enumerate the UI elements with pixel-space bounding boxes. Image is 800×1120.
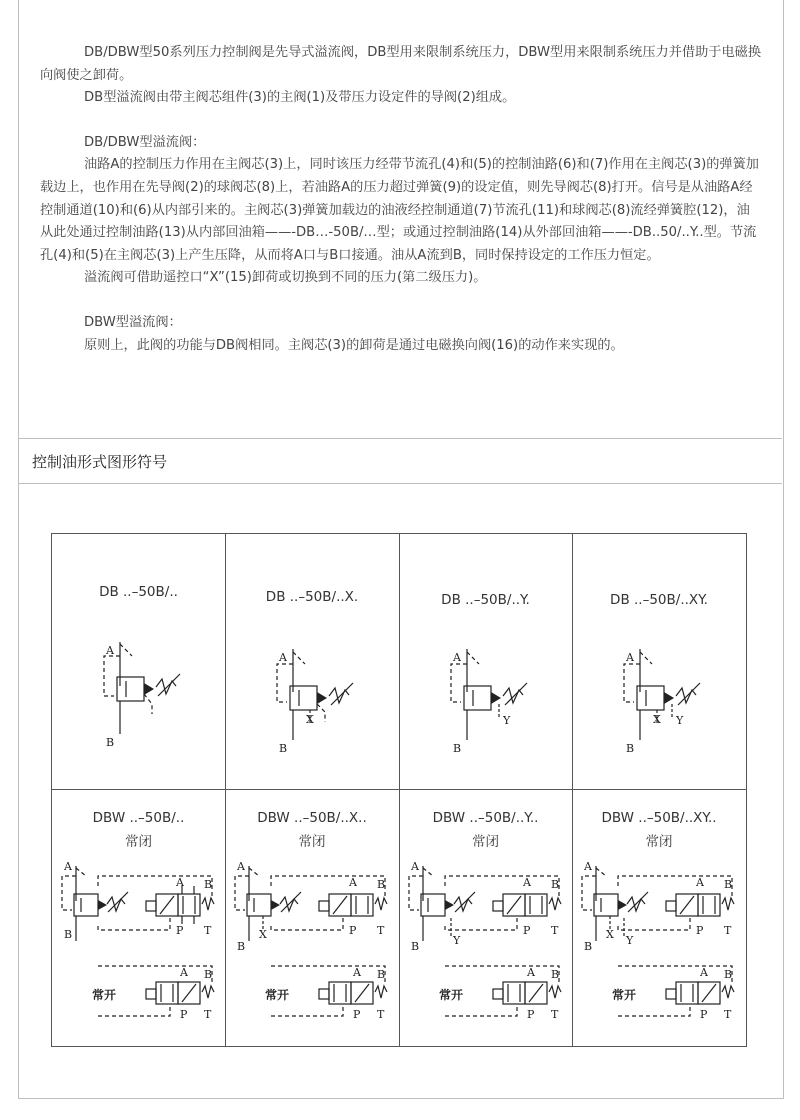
normally-closed-label: 常闭: [472, 834, 499, 850]
symbol-cell-db: [52, 534, 225, 789]
port-label: B: [724, 968, 733, 981]
port-label: Y: [676, 714, 684, 727]
port-label: P: [176, 924, 184, 937]
dbw-x-solenoid-relief-valve-symbol: [225, 846, 399, 1046]
symbol-cell-dbw: [52, 790, 225, 1046]
port-label: B: [453, 742, 462, 755]
symbol-cell-dbw-y: [399, 790, 572, 1046]
port-label: P: [527, 1008, 535, 1021]
port-label: A: [176, 876, 184, 889]
port-label: B: [377, 968, 386, 981]
symbol-label: DB ..–50B/..Y.: [441, 592, 530, 608]
section-header: [18, 438, 782, 484]
port-label: B: [551, 878, 560, 891]
symbol-cell-db-xy: [572, 534, 746, 789]
symbol-cell-db-x: [225, 534, 399, 789]
symbol-label: DBW ..–50B/..: [92, 810, 185, 826]
port-label: B: [204, 878, 213, 891]
normally-open-label: 常开: [612, 988, 637, 1002]
port-label: A: [106, 644, 114, 657]
port-label: B: [551, 968, 560, 981]
port-label: A: [349, 876, 357, 889]
port-label: T: [204, 1008, 212, 1021]
db-y-relief-valve-symbol: [399, 534, 572, 789]
port-label: A: [411, 860, 419, 873]
symbol-table: [51, 533, 747, 1047]
port-label: B: [626, 742, 635, 755]
description-paragraph: 油路A的控制压力作用在主阀芯(3)上，同时该压力经带节流孔(4)和(5)的控制油路(6)和(7)作用在主阀芯(3)的弹簧加载边上，也作用在先导阀(2)的球阀芯(8)上，若油路A的压力超过弹簧(9)的设定值，则先导阀芯(8)打开。信号是从油路A经控制通道(10)和(6)从内部引来的。主阀芯(3)弹簧加载边的油液经控制通道(7)节流孔(11)和球阀芯(8)流经弹簧腔(12)，油从此处通过控制油路(13)从内部回油箱——-DB…-50B/…型；或通过控制油路(14)从外部回油箱——-DB..50/..Y..型。节流孔(4)和(5)在主阀芯(3)上产生压降，从而将A口与B口接通。油从A流到B，同时保持设定的工作压力恒定。: [40, 157, 759, 263]
port-label: B: [106, 736, 115, 749]
port-label: P: [349, 924, 357, 937]
symbol-cell-db-y: [399, 534, 572, 789]
port-label: A: [453, 651, 461, 664]
port-label: B: [279, 742, 288, 755]
normally-open-label: 常开: [265, 988, 290, 1002]
port-label: A: [353, 966, 361, 979]
dbw-y-solenoid-relief-valve-symbol: [399, 846, 572, 1046]
port-label: A: [584, 860, 592, 873]
port-label: P: [700, 1008, 708, 1021]
port-label: P: [696, 924, 704, 937]
dbw-xy-solenoid-relief-valve-symbol: [572, 846, 746, 1046]
description-paragraph: DB/DBW型50系列压力控制阀是先导式溢流阀，DB型用来限制系统压力，DBW型用来限制系统压力并借助于电磁换向阀使之卸荷。: [40, 45, 762, 83]
symbol-label: DB ..–50B/..XY.: [610, 592, 708, 608]
port-label: Y: [626, 934, 634, 947]
symbol-label: DB ..–50B/..: [99, 584, 178, 600]
port-label: B: [64, 928, 73, 941]
port-label: A: [523, 876, 531, 889]
port-label: Y: [453, 934, 461, 947]
description-paragraph: 原则上，此阀的功能与DB阀相同。主阀芯(3)的卸荷是通过电磁换向阀(16)的动作来实现的。: [84, 337, 624, 353]
port-label: B: [584, 940, 593, 953]
section-title: 控制油形式图形符号: [32, 453, 168, 471]
port-label: A: [180, 966, 188, 979]
symbol-label: DBW ..–50B/..Y..: [432, 810, 539, 826]
port-label: X: [259, 928, 267, 941]
symbol-label: DB ..–50B/..X.: [265, 589, 359, 605]
port-label: A: [527, 966, 535, 979]
symbol-cell-dbw-x: [225, 790, 399, 1046]
port-label: T: [377, 924, 385, 937]
port-label: P: [523, 924, 531, 937]
port-label: A: [700, 966, 708, 979]
normally-open-label: 常开: [439, 988, 464, 1002]
port-label: X: [606, 928, 614, 941]
port-label: P: [180, 1008, 188, 1021]
port-label: A: [626, 651, 634, 664]
port-label: A: [237, 860, 245, 873]
normally-closed-label: 常闭: [125, 834, 152, 850]
port-label: T: [551, 924, 559, 937]
port-label: T: [551, 1008, 559, 1021]
symbol-label: DBW ..–50B/..X..: [257, 810, 367, 826]
description-heading: DBW型溢流阀：: [84, 314, 182, 330]
db-x-relief-valve-symbol: [225, 534, 399, 789]
description-heading: DB/DBW型溢流阀：: [84, 134, 206, 150]
port-label: T: [724, 1008, 732, 1021]
normally-open-label: 常开: [92, 988, 117, 1002]
port-label: T: [724, 924, 732, 937]
description-paragraph: DB型溢流阀由带主阀芯组件(3)的主阀(1)及带压力设定件的导阀(2)组成。: [84, 90, 516, 106]
port-label: B: [204, 968, 213, 981]
dbw-solenoid-relief-valve-symbol: [52, 846, 225, 1046]
symbol-cell-dbw-xy: [572, 790, 746, 1046]
description-paragraph: 溢流阀可借助遥控口“X”(15)卸荷或切换到不同的压力(第二级压力)。: [84, 270, 487, 286]
port-label: B: [377, 878, 386, 891]
port-label: X: [653, 713, 661, 726]
db-relief-valve-symbol: [52, 534, 225, 789]
normally-closed-label: 常闭: [298, 834, 326, 850]
port-label: B: [237, 940, 246, 953]
port-label: A: [64, 860, 72, 873]
symbol-label: DBW ..–50B/..XY..: [601, 810, 717, 826]
port-label: T: [377, 1008, 385, 1021]
normally-closed-label: 常闭: [645, 834, 673, 850]
description-block: [40, 42, 762, 357]
port-label: A: [279, 651, 287, 664]
port-label: B: [724, 878, 733, 891]
port-label: B: [411, 940, 420, 953]
port-label: T: [204, 924, 212, 937]
port-label: X: [306, 713, 314, 726]
port-label: Y: [503, 714, 511, 727]
db-xy-relief-valve-symbol: [572, 534, 746, 789]
port-label: P: [353, 1008, 361, 1021]
port-label: A: [696, 876, 704, 889]
